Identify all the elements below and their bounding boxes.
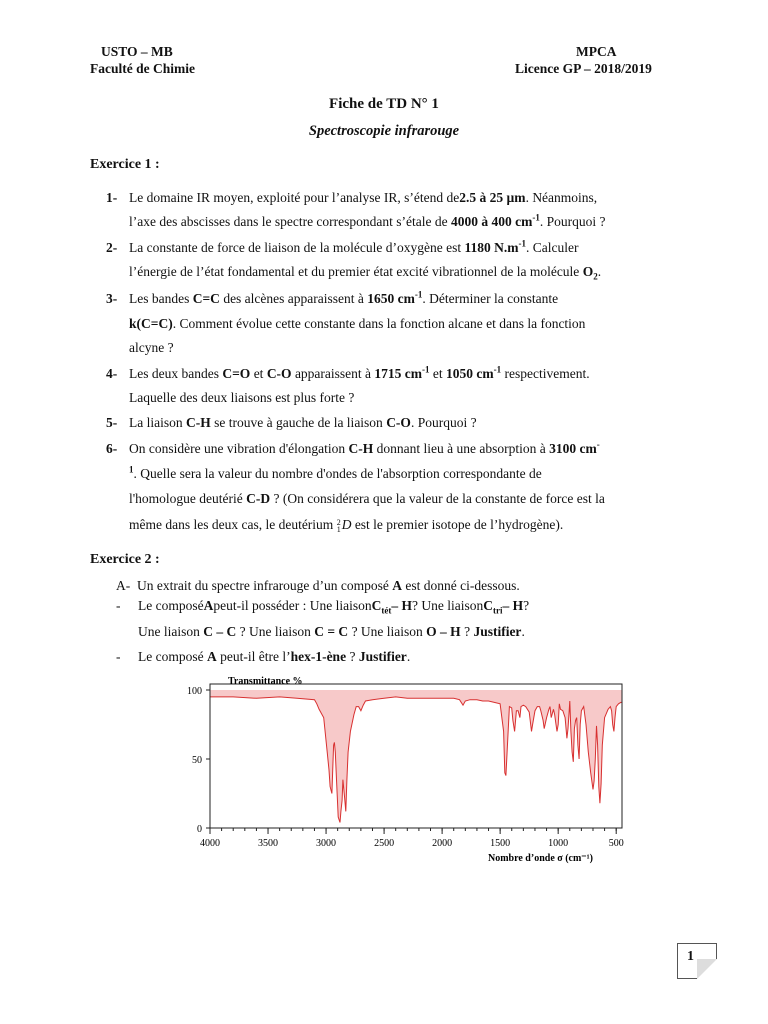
x-axis-label: Nombre d’onde σ (cm⁻¹)	[488, 853, 593, 864]
q2-line1: La constante de force de liaison de la molécule d’oxygène est 1180 $N.m^{-1}$. Calculer	[129, 238, 579, 255]
q6-number: 6-	[106, 441, 118, 456]
q2-number: 2-	[106, 240, 118, 255]
y-tick-label: 100	[187, 686, 202, 697]
q1-line1: Le domaine IR moyen, exploité pour l’analyse IR, s’étend de2.5 à 25 µm. Néanmoins,	[129, 190, 598, 205]
x-tick-label: 3500	[258, 838, 279, 849]
q6-line3: l'homologue deutérié C-D ? (On considérera que la valeur de la constante de force est la	[129, 491, 605, 506]
spectrum-fill	[210, 690, 622, 823]
x-tick-label: 1000	[548, 838, 569, 849]
q2-line2: l’énergie de l’état fondamental et du premier état excité vibrationnel de la molécule $O_2$.	[129, 264, 602, 282]
x-tick-label: 1500	[490, 838, 511, 849]
y-tick-label: 50	[192, 755, 202, 766]
y-tick-label: 0	[197, 824, 202, 835]
page-number: 1	[687, 949, 694, 964]
q5-line: La liaison C-H se trouve à gauche de la liaison C-O. Pourquoi ?	[129, 415, 477, 430]
x-tick-label: 2000	[432, 838, 453, 849]
x-tick-label: 500	[608, 838, 624, 849]
q4-number: 4-	[106, 366, 118, 381]
header-program: MPCA	[576, 44, 617, 59]
ex2-bullet2-dash: -	[116, 649, 121, 664]
exercise2-heading: Exercice 2 :	[90, 552, 160, 567]
q5-number: 5-	[106, 415, 118, 430]
page-subtitle: Spectroscopie infrarouge	[308, 123, 460, 139]
header-year: Licence GP – 2018/2019	[515, 61, 652, 76]
q4-line1: Les deux bandes C=O et C-O apparaissent à 1715 $cm^{-1}$ et 1050 $cm^{-1}$ respectivement.	[129, 364, 590, 381]
ex2-bullet1-line1: Le composéApeut-il posséder : Une liaisonC$_{tét}$– H? Une liaisonC$_{tri}$– H?	[138, 598, 530, 616]
ex2-partA: A- Un extrait du spectre infrarouge d’un composé A est donné ci-dessous.	[116, 578, 520, 593]
spectrum-line	[210, 697, 622, 823]
page-number-box	[677, 943, 717, 979]
y-axis-label: Transmittance %	[228, 676, 303, 687]
ex2-bullet1-dash: -	[116, 598, 121, 613]
ex2-bullet2-line: Le composé A peut-il être l’hex-1-ène ? Justifier.	[138, 649, 411, 664]
ir-spectrum-chart	[160, 670, 640, 870]
q1-number: 1-	[106, 190, 118, 205]
q3-line3: alcyne ?	[129, 340, 174, 355]
x-tick-label: 3000	[316, 838, 337, 849]
q4-line2: Laquelle des deux liaisons est plus forte ?	[129, 390, 355, 405]
header-institution: USTO – MB	[101, 44, 173, 59]
page-title: Fiche de TD N° 1	[329, 96, 439, 112]
x-tick-label: 4000	[200, 838, 220, 849]
q6-line4: même dans les deux cas, le deutérium 2 1D est le premier isotope de l’hydrogène).	[129, 517, 564, 534]
x-tick-label: 2500	[374, 838, 395, 849]
q3-line2: k(C=C). Comment évolue cette constante dans la fonction alcane et dans la fonction	[129, 316, 586, 331]
ex2-bullet1-line2: Une liaison C – C ? Une liaison C = C ? Une liaison O – H ? Justifier.	[138, 624, 525, 639]
header-faculty: Faculté de Chimie	[90, 61, 195, 76]
q1-line2: l’axe des abscisses dans le spectre correspondant s’étale de 4000 à 400 $cm^{-1}$. Pourquoi ?	[129, 212, 606, 229]
exercise1-heading: Exercice 1 :	[90, 157, 160, 172]
q3-number: 3-	[106, 291, 118, 306]
q6-line1: On considère une vibration d'élongation C-H donnant lieu à une absorption à 3100 cm-	[129, 439, 600, 456]
q3-line1: Les bandes C=C des alcènes apparaissent à 1650 $cm^{-1}$. Déterminer la constante	[129, 289, 559, 306]
q6-line2: $^1$. Quelle sera la valeur du nombre d'ondes de l'absorption correspondante de	[129, 464, 542, 481]
